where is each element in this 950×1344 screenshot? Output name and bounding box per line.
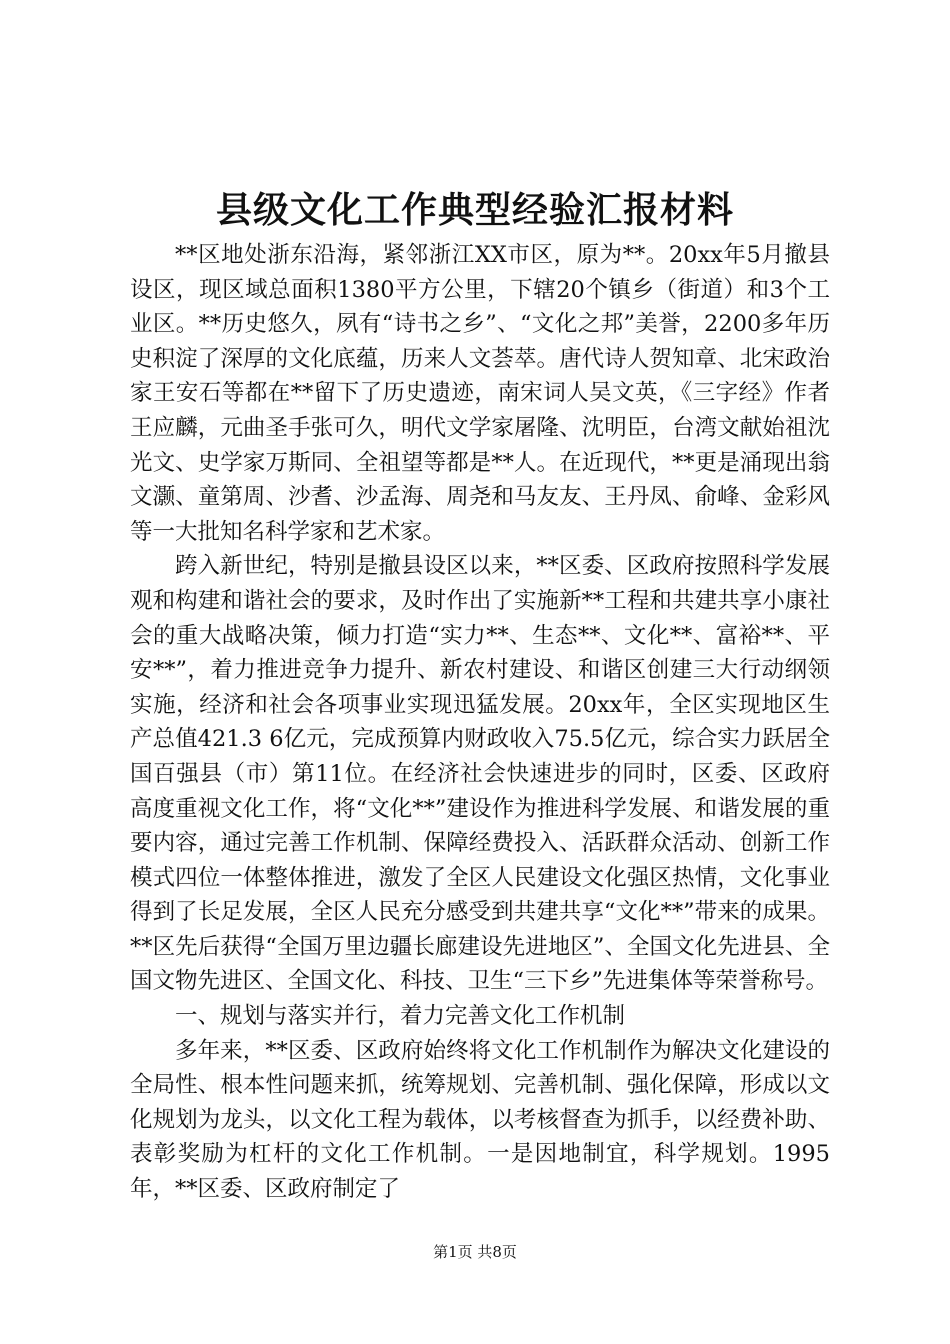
paragraph: **区地处浙东沿海，紧邻浙江XX市区，原为**。20xx年5月撤县设区，现区域总面积1380平方公里，下辖20个镇乡（街道）和3个工业区。**历史悠久，夙有“诗书之乡”、“文化之邦”美誉，2200多年历史积淀了深厚的文化底蕴，历来人文荟萃。唐代诗人贺知章、北宋政治家王安石等都在**留下了历史遗迹，南宋词人吴文英，《三字经》作者王应麟，元曲圣手张可久，明代文学家屠隆、沈明臣，台湾文献始祖沈光文、史学家万斯同、全祖望等都是**人。在近现代，**更是涌现出翁文灏、童第周、沙耆、沙孟海、周尧和马友友、王丹凤、俞峰、金彩风等一大批知名科学家和艺术家。 bbox=[130, 242, 830, 545]
document-title: 县级文化工作典型经验汇报材料 bbox=[215, 189, 734, 231]
paragraph: 多年来，**区委、区政府始终将文化工作机制作为解决文化建设的全局性、根本性问题来抓，统筹规划、完善机制、强化保障，形成以文化规划为龙头，以文化工程为载体，以考核督查为抓手，以经费补助、表彰奖励为杠杆的文化工作机制。一是因地制宜，科学规划。1995年，**区委、区政府制定了 bbox=[130, 1037, 830, 1203]
paragraph: 跨入新世纪，特别是撤县设区以来，**区委、区政府按照科学发展观和构建和谐社会的要求，及时作出了实施新**工程和共建共享小康社会的重大战略决策，倾力打造“实力**、生态**、文化**、富裕**、平安**”，着力推进竞争力提升、新农村建设、和谐区创建三大行动纲领实施，经济和社会各项事业实现迅猛发展。20xx年，全区实现地区生产总值421.3 6亿元，完成预算内财政收入75.5亿元，综合实力跃居全国百强县（市）第11位。在经济社会快速进步的同时，区委、区政府高度重视文化工作，将“文化**”建设作为推进科学发展、和谐发展的重要内容，通过完善工作机制、保障经费投入、活跃群众活动、创新工作模式四位一体整体推进，激发了全区人民建设文化强区热情，文化事业得到了长足发展，全区人民充分感受到共建共享“文化**”带来的成果。**区先后获得“全国万里边疆长廊建设先进地区”、全国文化先进县、全国文物先进区、全国文化、科技、卫生“三下乡”先进集体等荣誉称号。 bbox=[130, 553, 830, 995]
section-heading: 一、规划与落实并行，着力完善文化工作机制 bbox=[175, 1003, 626, 1030]
document-body bbox=[130, 238, 830, 1207]
page-number: 第1页 共8页 bbox=[433, 1243, 517, 1261]
